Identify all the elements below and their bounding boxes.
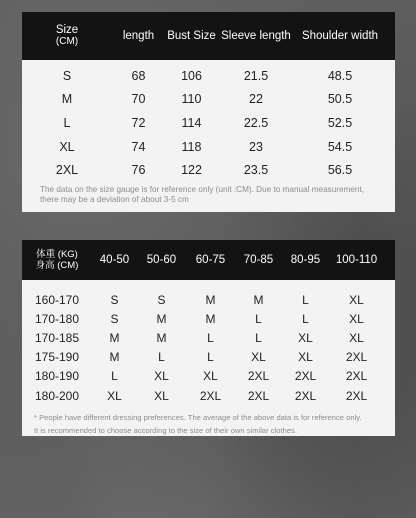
cell-sleeve: 22.5 [243,115,269,130]
cell-height-range: 170-185 [34,330,80,345]
cell-size: XL [59,139,75,154]
cell-height-range: 160-170 [34,292,80,307]
table-row [22,367,395,386]
cell-size: XL [203,369,218,384]
cell-size: 2XL [345,369,368,384]
cell-bust: 106 [181,68,202,83]
header-weight-range: 70-85 [243,254,274,266]
header-weight-range: 60-75 [195,254,226,266]
size-chart-card [22,12,395,212]
cell-size: XL [251,350,266,365]
cell-length: 72 [131,115,146,130]
cell-shoulder: 54.5 [327,139,353,154]
header-size-label: Size [55,24,79,36]
cell-length: 76 [131,163,146,178]
fit-chart-header [22,240,395,280]
cell-height-range: 175-190 [34,350,80,365]
header-size-unit: (CM) [55,36,79,47]
cell-size: L [302,292,309,307]
cell-size: XL [298,330,313,345]
cell-size: L [255,311,262,326]
cell-size: 2XL [247,369,270,384]
cell-size: S [110,292,119,307]
cell-size: M [205,292,216,307]
cell-size: XL [154,369,169,384]
cell-size: L [207,350,214,365]
cell-size: XL [349,292,364,307]
cell-size: XL [349,330,364,345]
cell-size: L [63,115,71,130]
cell-size: 2XL [199,388,222,403]
cell-size: 2XL [345,350,368,365]
table-row [22,309,395,328]
cell-sleeve: 23.5 [243,163,269,178]
table-row [22,64,395,88]
cell-size: XL [107,388,122,403]
fit-chart-card [22,240,395,436]
cell-shoulder: 56.5 [327,163,353,178]
header-weight-range: 80-95 [290,254,321,266]
cell-size: M [253,292,264,307]
cell-size: M [61,92,73,107]
cell-size: M [109,350,120,365]
header-weight-label: 体重 (KG) [36,249,78,260]
table-row [22,290,395,309]
table-row [22,158,395,182]
cell-size: XL [154,388,169,403]
size-chart-note [22,182,395,205]
cell-size: L [111,369,118,384]
size-chart-header [22,12,395,60]
cell-bust: 122 [181,163,202,178]
note-line: there may be a deviation of about 3-5 cm [40,194,189,204]
cell-size: XL [349,311,364,326]
cell-shoulder: 52.5 [327,115,353,130]
cell-sleeve: 23 [249,139,263,154]
cell-size: L [255,330,262,345]
cell-size: S [62,68,72,83]
cell-size: L [158,350,165,365]
header-sleeve: Sleeve length [221,30,291,42]
cell-length: 70 [131,92,146,107]
note-line: * People have different dressing preferences. The average of the above data is for reference only. [34,413,362,423]
cell-size: 2XL [294,388,317,403]
cell-sleeve: 21.5 [243,68,269,83]
note-line: It is recommended to choose according to the size of their own similar clothes. [34,426,297,436]
header-weight-height [22,249,92,271]
note-line: The data on the size gauge is for reference only (unit :CM). Due to manual measurement, [40,184,365,194]
cell-size: M [156,311,167,326]
cell-bust: 110 [181,92,202,107]
cell-size: L [207,330,214,345]
cell-size: M [156,330,167,345]
table-row [22,135,395,159]
header-bust: Bust Size [167,30,216,42]
cell-size: S [157,292,166,307]
cell-size: 2XL [345,388,368,403]
header-weight-range: 50-60 [146,254,177,266]
cell-sleeve: 22 [249,92,263,107]
cell-height-range: 180-190 [34,369,80,384]
cell-length: 68 [131,68,146,83]
cell-size: 2XL [55,163,79,178]
table-row [22,111,395,135]
cell-size: S [110,311,119,326]
cell-bust: 118 [181,139,202,154]
cell-height-range: 170-180 [34,311,80,326]
cell-size: 2XL [247,388,270,403]
size-chart-body [22,60,395,182]
fit-chart-note [22,405,395,437]
table-row [22,348,395,367]
header-weight-range: 40-50 [99,254,130,266]
table-row [22,386,395,405]
cell-shoulder: 48.5 [327,68,353,83]
cell-size: L [302,311,309,326]
cell-height-range: 180-200 [34,388,80,403]
cell-length: 74 [131,139,146,154]
header-height-label: 身高 (CM) [35,260,79,271]
header-size [22,24,112,48]
header-shoulder: Shoulder width [301,30,379,42]
header-weight-range: 100-110 [335,254,378,266]
fit-chart-body [22,280,395,405]
header-length: length [122,30,155,42]
cell-bust: 114 [181,115,202,130]
cell-shoulder: 50.5 [327,92,353,107]
cell-size: M [205,311,216,326]
cell-size: 2XL [294,369,317,384]
cell-size: XL [298,350,313,365]
table-row [22,88,395,112]
table-row [22,328,395,347]
cell-size: M [109,330,120,345]
